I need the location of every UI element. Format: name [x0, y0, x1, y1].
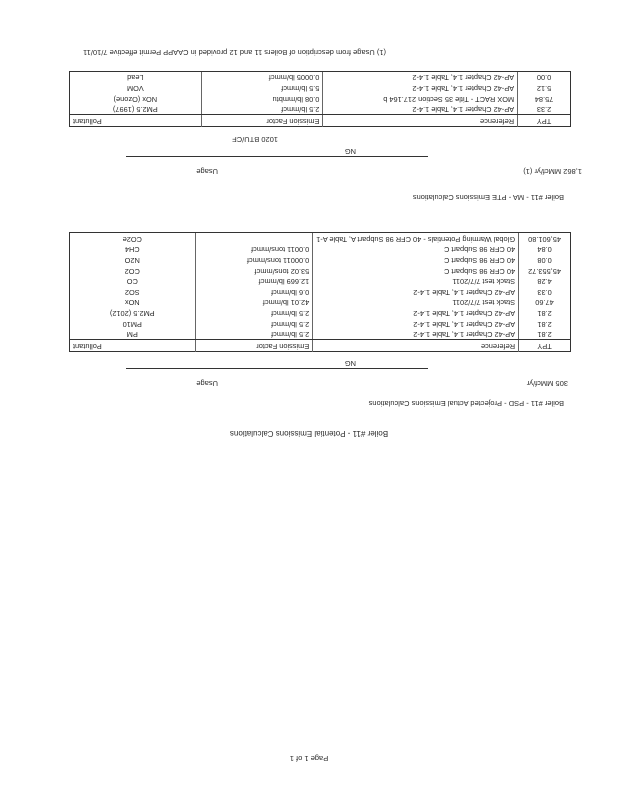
section2-table — [69, 71, 571, 127]
reference-cell: MOX RACT - Title 35 Section 217.164 b — [323, 93, 518, 104]
tpy-header: TPY — [518, 115, 571, 127]
emission-factor-cell: 2.5 lb/mmcf — [201, 104, 323, 115]
emission-factor-cell: 2.5 lb/mmcf — [195, 318, 313, 329]
section1-ng-label: NG — [344, 359, 356, 368]
tpy-cell: 75.84 — [518, 93, 571, 104]
emission-factor-cell: 0.0011 tons/mmcf — [195, 244, 313, 255]
pollutant-cell: CO — [70, 276, 196, 287]
emission-factor-cell: 0.6 lb/mmcf — [195, 286, 313, 297]
pollutant-cell: VOM — [70, 83, 202, 94]
reference-cell: Stack test 7/7/2011 — [313, 297, 519, 308]
reference-cell: AP-42 Chapter 1.4, Table 1.4-2 — [313, 308, 519, 319]
pollutant-cell: Lead — [70, 72, 202, 83]
pollutant-header: Pollutant — [70, 340, 196, 352]
table-row — [70, 104, 571, 115]
pollutant-cell: PM10 — [70, 318, 196, 329]
heat-content: 1020 BTU/CF — [232, 135, 278, 144]
tpy-cell: 45,553.72 — [519, 265, 571, 276]
reference-cell: Stack test 7/7/2011 — [313, 276, 519, 287]
emission-factor-cell: 0.08 lb/mmbtu — [201, 93, 323, 104]
table-row — [70, 244, 571, 255]
reference-cell: AP-42 Chapter 1.4, Table 1.4-2 — [313, 329, 519, 340]
reference-cell: 40 CFR 98 Subpart C — [313, 244, 519, 255]
tpy-cell: 2.33 — [518, 104, 571, 115]
pollutant-header: Pollutant — [70, 115, 202, 127]
pollutant-cell: NOx (Ozone) — [70, 93, 202, 104]
table-row — [70, 276, 571, 287]
table-row — [70, 83, 571, 94]
table-row — [70, 318, 571, 329]
tpy-header: TPY — [519, 340, 571, 352]
emission-factor-cell: 0.00011 tons/mmcf — [195, 255, 313, 266]
reference-header: Reference — [323, 115, 518, 127]
tpy-cell: 2.81 — [519, 318, 571, 329]
section1-table — [69, 232, 571, 352]
reference-cell: Global Warming Potentials - 40 CFR 98 Subpart A, Table A-1 — [313, 233, 519, 244]
tpy-cell: 0.84 — [519, 244, 571, 255]
section1-header-row — [70, 340, 571, 352]
section2-header-row — [70, 115, 571, 127]
reference-cell: AP-42 Chapter 1.4, Table 1.4-2 — [323, 104, 518, 115]
reference-cell: AP-42 Chapter 1.4, Table 1.4-2 — [323, 72, 518, 83]
emission-factor-cell: 0.0005 lb/mmcf — [201, 72, 323, 83]
tpy-cell: 4.28 — [519, 276, 571, 287]
section2-ng-label: NG — [344, 147, 356, 156]
pollutant-cell: NOx — [70, 297, 196, 308]
table-row — [70, 286, 571, 297]
table-row — [70, 255, 571, 266]
pollutant-cell: PM2.5 (2012) — [70, 308, 196, 319]
table-row — [70, 297, 571, 308]
tpy-cell: 5.12 — [518, 83, 571, 94]
table-row — [70, 93, 571, 104]
emission-factor-cell: 2.5 lb/mmcf — [195, 329, 313, 340]
tpy-cell: 0.00 — [518, 72, 571, 83]
tpy-cell: 0.33 — [519, 286, 571, 297]
reference-header: Reference — [313, 340, 519, 352]
pollutant-cell: CO2e — [70, 233, 196, 244]
table-row — [70, 329, 571, 340]
table-row — [70, 72, 571, 83]
emission-factor-cell: 53.02 tons/mmcf — [195, 265, 313, 276]
tpy-cell: 2.81 — [519, 329, 571, 340]
section2-usage-value: 1,862 MMcf/yr (1) — [523, 167, 582, 176]
pollutant-cell: CO2 — [70, 265, 196, 276]
page-number: Page 1 of 1 — [289, 754, 329, 763]
tpy-cell: 2.81 — [519, 308, 571, 319]
section2-title: Boiler #11 - MA - PTE Emissions Calculations — [412, 193, 564, 202]
tpy-cell: 45,601.80 — [519, 233, 571, 244]
table-row — [70, 308, 571, 319]
pollutant-cell: CH4 — [70, 244, 196, 255]
page-title: Boiler #11 - Potential Emissions Calculations — [229, 429, 389, 438]
reference-cell: AP-42 Chapter 1.4, Table 1.4-2 — [313, 286, 519, 297]
emission-factor-cell: 2.5 lb/mmcf — [195, 308, 313, 319]
section1-usage-label: Usage — [196, 379, 218, 388]
section2-rule — [126, 156, 428, 157]
reference-cell: 40 CFR 98 Subpart C — [313, 265, 519, 276]
reference-cell: 40 CFR 98 Subpart C — [313, 255, 519, 266]
table-row — [70, 233, 571, 244]
emission-factor-cell: 5.5 lb/mmcf — [201, 83, 323, 94]
reference-cell: AP-42 Chapter 1.4, Table 1.4-2 — [323, 83, 518, 94]
pollutant-cell: PM — [70, 329, 196, 340]
section1-rule — [126, 368, 428, 369]
emission-factor-cell: 42.01 lb/mmcf — [195, 297, 313, 308]
reference-cell: AP-42 Chapter 1.4, Table 1.4-2 — [313, 318, 519, 329]
emission-factor-cell — [195, 233, 313, 244]
footnote: (1) Usage from description of Boilers 11 and 12 provided in CAAPP Permit effective 7/10/11 — [83, 48, 386, 57]
tpy-cell: 47.60 — [519, 297, 571, 308]
section2-usage-label: Usage — [196, 167, 218, 176]
emission-factor-cell: 12.669 lb/mmcf — [195, 276, 313, 287]
pollutant-cell: N2O — [70, 255, 196, 266]
emission-factor-header: Emission Factor — [195, 340, 313, 352]
section1-usage-value: 305 MMcf/yr — [526, 379, 568, 388]
emission-factor-header: Emission Factor — [201, 115, 323, 127]
pollutant-cell: SO2 — [70, 286, 196, 297]
tpy-cell: 0.08 — [519, 255, 571, 266]
section1-title: Boiler #11 - PSD - Projected Actual Emissions Calculations — [368, 399, 564, 408]
pollutant-cell: PM2.5 (1997) — [70, 104, 202, 115]
table-row — [70, 265, 571, 276]
